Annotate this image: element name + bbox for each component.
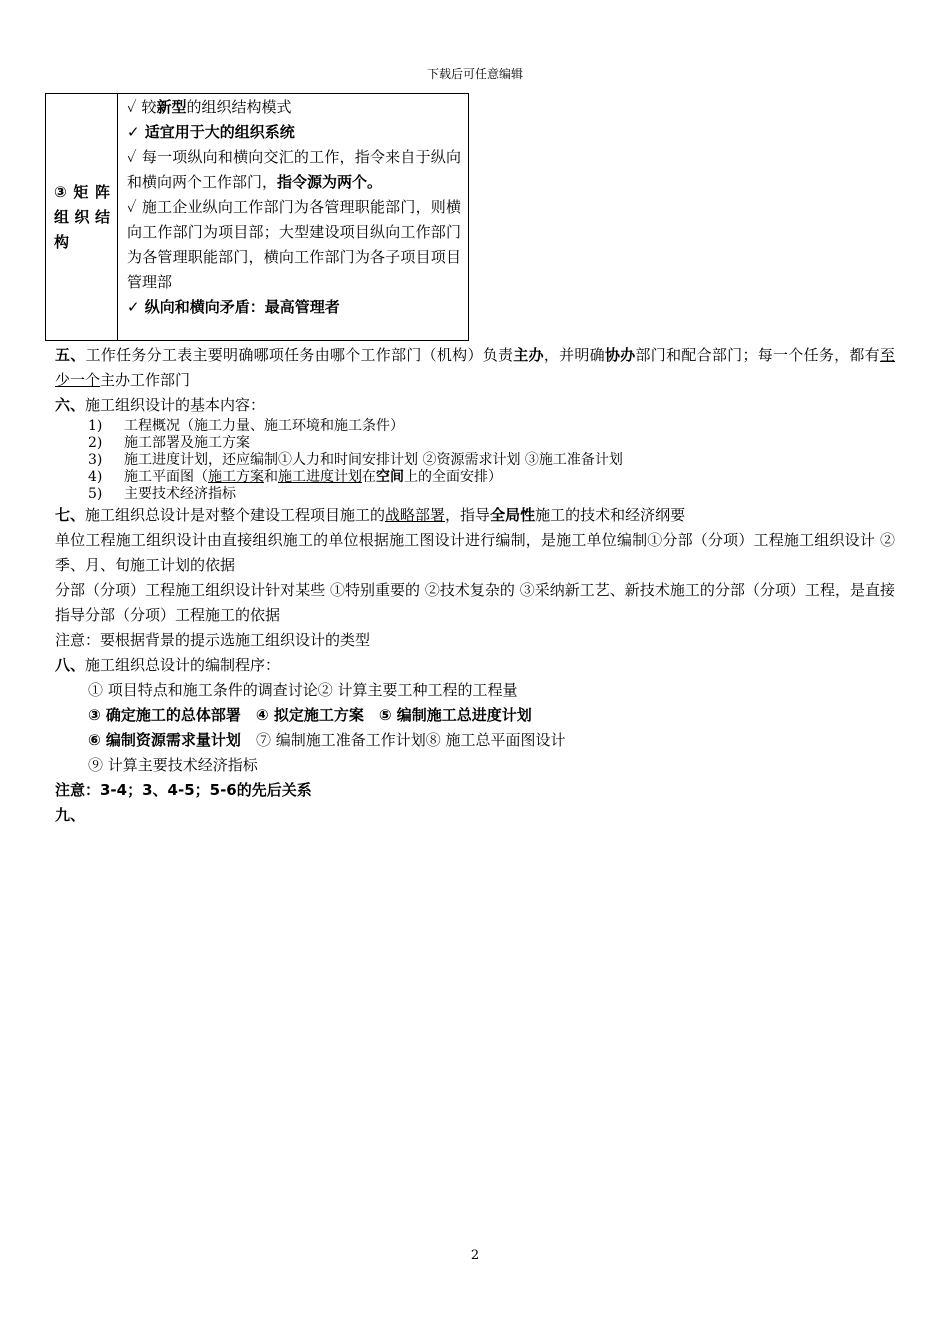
list-item: 3) 施工进度计划，还应编制①人力和时间安排计划 ②资源需求计划 ③施工准备计划 bbox=[88, 452, 623, 468]
table-label: ③矩阵组织结构 bbox=[54, 182, 110, 251]
paragraph: 分部（分项）工程施工组织设计针对某些 ①特别重要的 ②技术复杂的 ③采纳新工艺、新技术施工的分部（分项）工程，是直接指导分部（分项）工程施工的依据 bbox=[55, 581, 895, 624]
matrix-org-table bbox=[45, 93, 469, 341]
table-item: ✓ 施工企业纵向工作部门为各管理职能部门，则横向工作部门为项目部；大型建设项目纵向工作部门为各管理职能部门，横向工作部门为各子项目项目管理部 bbox=[127, 198, 461, 291]
step-line: ⑨ 计算主要技术经济指标 bbox=[88, 756, 258, 774]
table-item: ✓ 适宜用于大的组织系统 bbox=[127, 123, 295, 141]
list-item: 4) 施工平面图（施工方案和施工进度计划在空间上的全面安排） bbox=[88, 469, 502, 485]
table-item: ✓ 每一项纵向和横向交汇的工作，指令来自于纵向和横向两个工作部门，指令源为两个。 bbox=[127, 148, 461, 191]
list-item: 5) 主要技术经济指标 bbox=[88, 486, 236, 502]
table-item: ✓ 较新型的组织结构模式 bbox=[127, 98, 292, 116]
section-5: 五、工作任务分工表主要明确哪项任务由哪个工作部门（机构）负责主办，并明确协办部门和配合部门；每一个任务，都有至少一个主办工作部门 bbox=[55, 346, 895, 389]
section-8-title: 八、施工组织总设计的编制程序： bbox=[55, 656, 281, 674]
step-line: ⑥ 编制资源需求量计划 ⑦ 编制施工准备工作计划⑧ 施工总平面图设计 bbox=[88, 731, 566, 749]
page-number: 2 bbox=[470, 1248, 480, 1263]
section-8-steps bbox=[55, 678, 895, 778]
table-content-cell bbox=[118, 94, 468, 340]
list-item: 1) 工程概况（施工力量、施工环境和施工条件） bbox=[88, 418, 404, 434]
list-item: 2) 施工部署及施工方案 bbox=[88, 435, 250, 451]
section-9-head: 九、 bbox=[55, 806, 86, 824]
page-header: 下载后可任意编辑 bbox=[426, 67, 523, 81]
section-6-title: 六、施工组织设计的基本内容： bbox=[55, 396, 266, 414]
paragraph: 单位工程施工组织设计由直接组织施工的单位根据施工图设计进行编制，是施工单位编制①分部（分项）工程施工组织设计 ②季、月、旬施工计划的依据 bbox=[55, 531, 895, 574]
section-6-list bbox=[55, 418, 895, 503]
step-line: ③ 确定施工的总体部署 ④ 拟定施工方案 ⑤ 编制施工总进度计划 bbox=[88, 706, 532, 724]
table-label-cell bbox=[46, 94, 118, 340]
section-8-note: 注意：3-4；3、4-5；5-6的先后关系 bbox=[55, 781, 312, 799]
table-item: ✓ 纵向和横向矛盾：最高管理者 bbox=[127, 298, 340, 316]
step-line: ① 项目特点和施工条件的调查讨论② 计算主要工种工程的工程量 bbox=[88, 681, 518, 699]
document-body bbox=[55, 343, 895, 828]
paragraph: 注意：要根据背景的提示选施工组织设计的类型 bbox=[55, 631, 371, 649]
section-7: 七、施工组织总设计是对整个建设工程项目施工的战略部署，指导全局性施工的技术和经济纲要 bbox=[55, 506, 686, 524]
